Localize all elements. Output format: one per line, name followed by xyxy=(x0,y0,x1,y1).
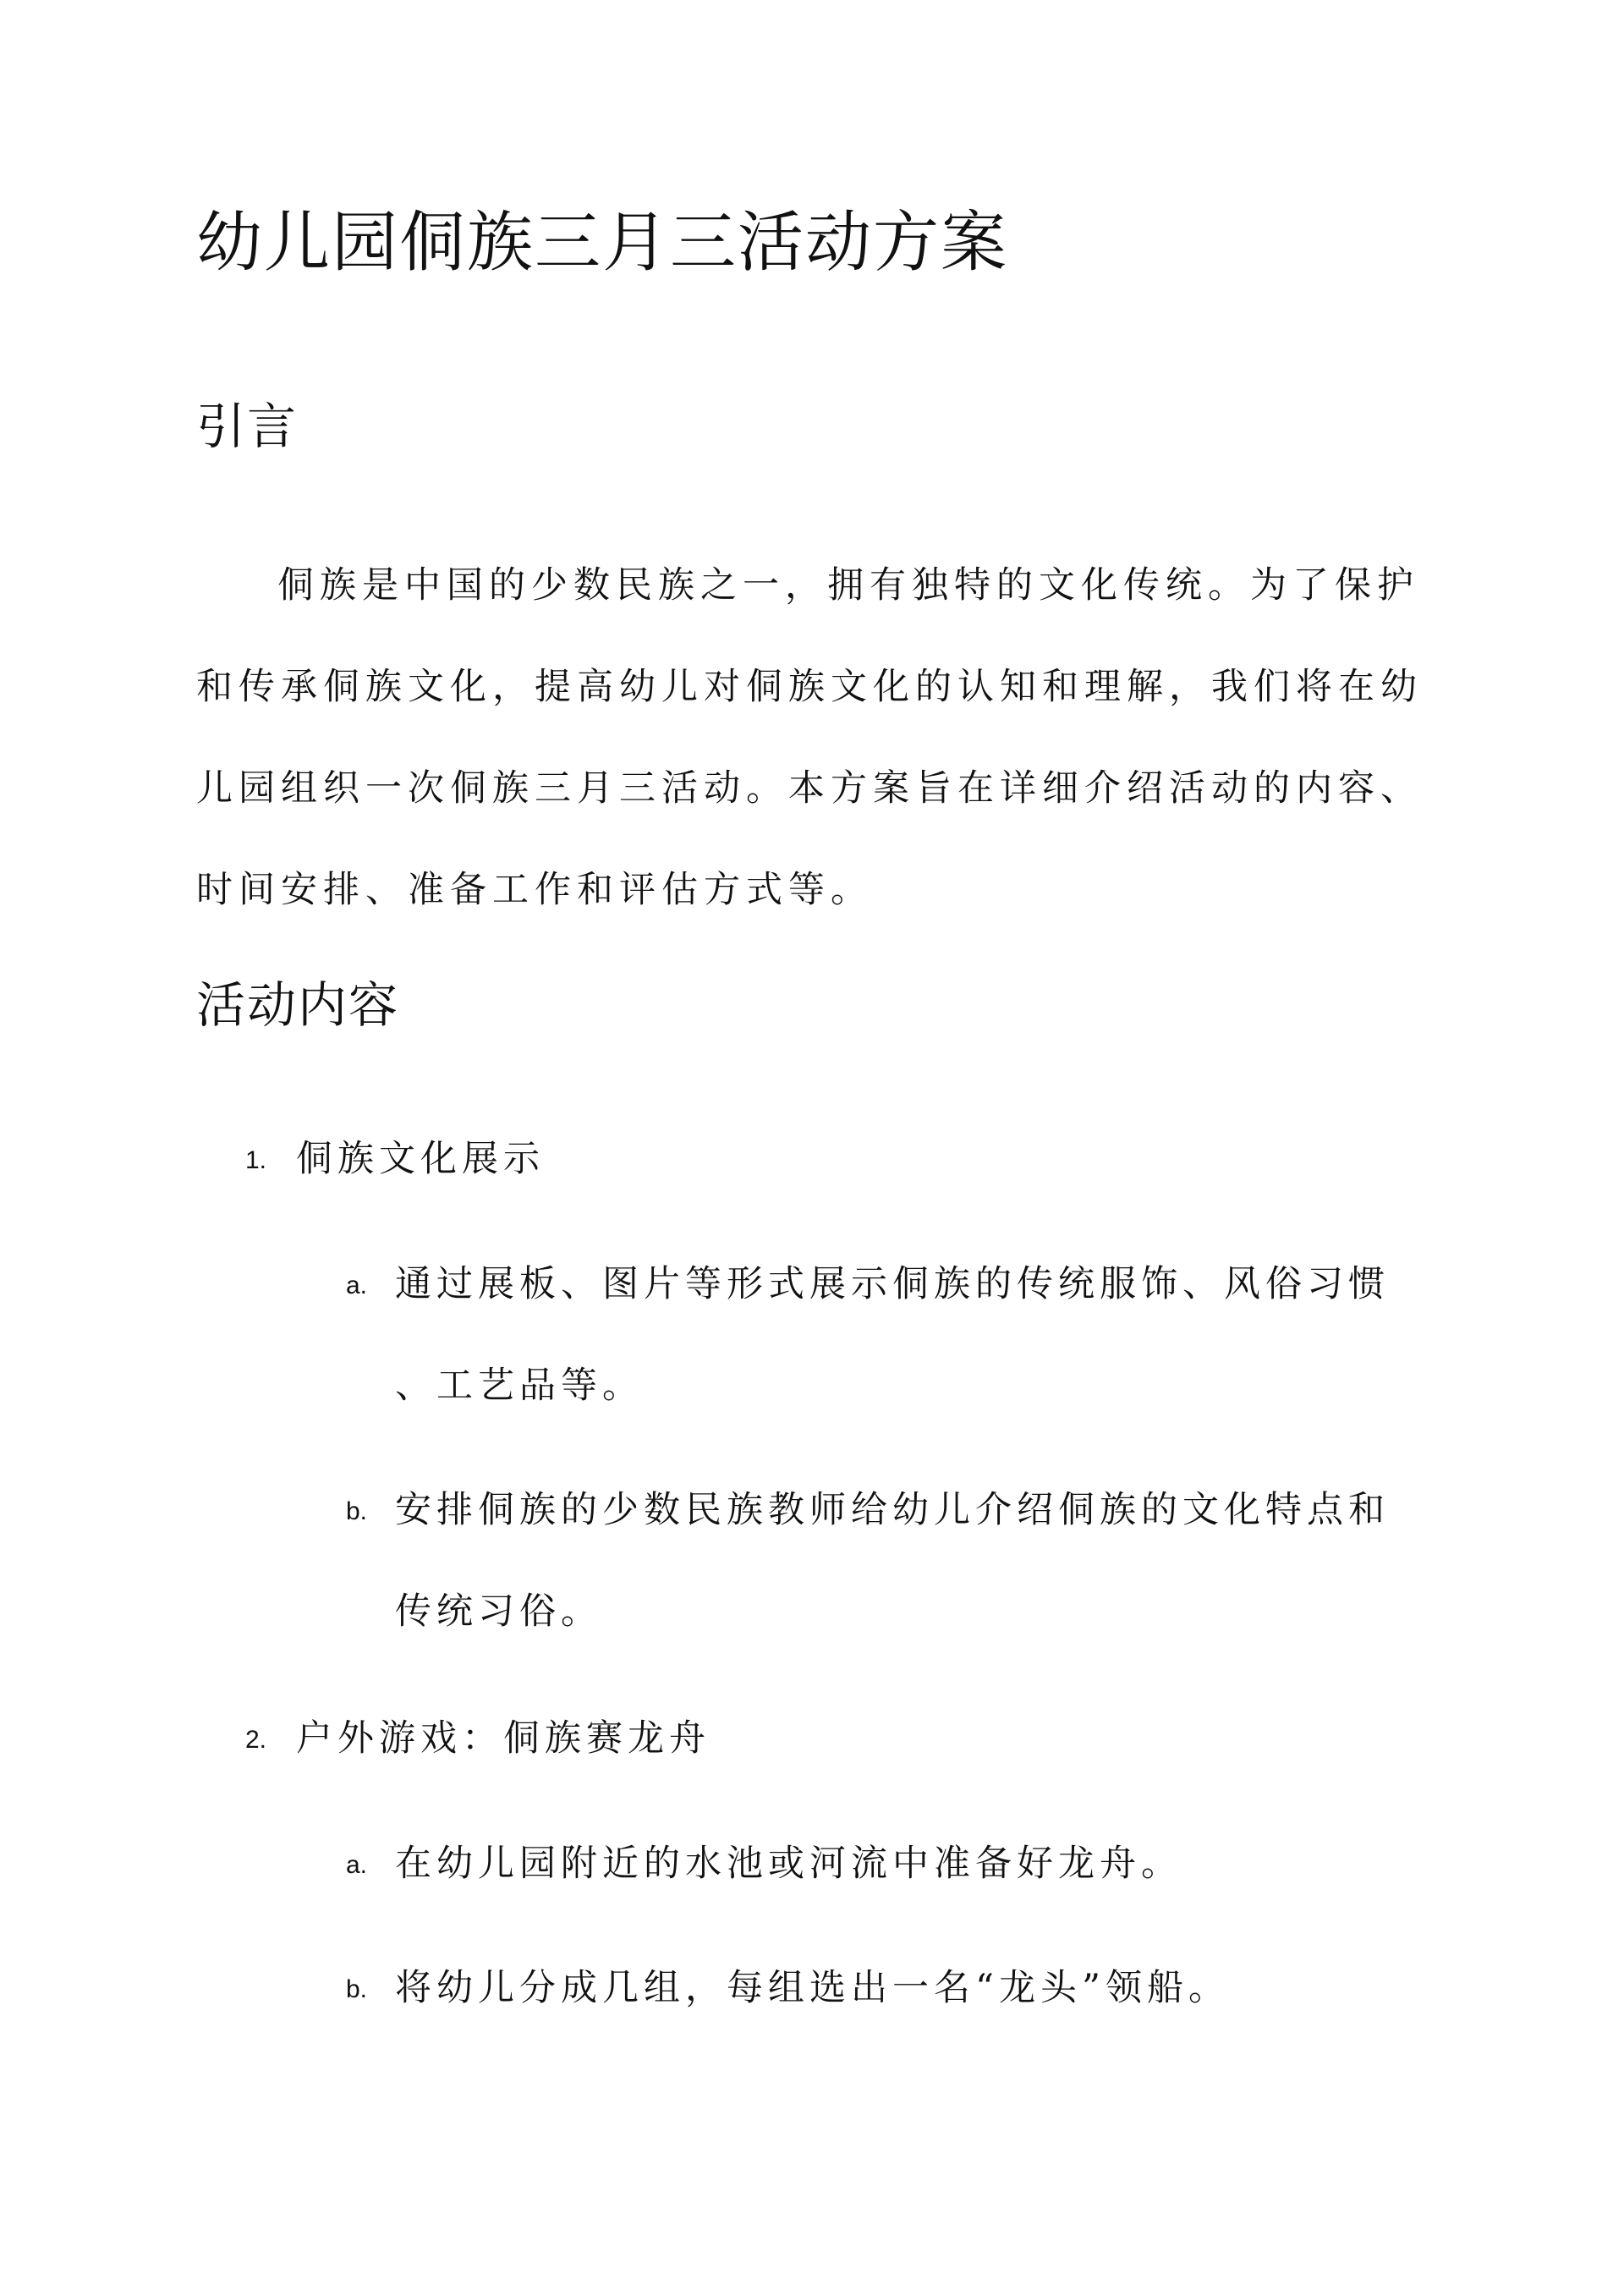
list-item xyxy=(245,1688,710,1789)
list-marker: 2. xyxy=(245,1726,267,1754)
paragraph-line: 时间安排、准备工作和评估方式等。 xyxy=(196,869,873,911)
paragraph-line: 和传承侗族文化，提高幼儿对侗族文化的认知和理解，我们将在幼 xyxy=(196,666,1423,708)
intro-paragraph xyxy=(196,535,1431,941)
list-subitem xyxy=(346,1813,1182,1914)
list-item-text: 户外游戏：侗族赛龙舟 xyxy=(296,1717,710,1760)
list-subitem-text: 、工艺品等。 xyxy=(395,1365,644,1407)
paragraph-line: 儿园组织一次侗族三月三活动。本方案旨在详细介绍活动的内容、 xyxy=(196,767,1423,810)
list-subitem-text: 在幼儿园附近的水池或河流中准备好龙舟。 xyxy=(395,1843,1182,1885)
list-item xyxy=(245,1108,545,1210)
list-subitem-text: 通过展板、图片等形式展示侗族的传统服饰、风俗习惯 xyxy=(395,1263,1390,1305)
list-subitem-text: 将幼儿分成几组，每组选出一名“龙头”领船。 xyxy=(395,1967,1230,2009)
list-marker: b. xyxy=(346,1497,368,1525)
section-heading-activities: 活动内容 xyxy=(196,976,400,1034)
list-subitem xyxy=(346,1233,1390,1436)
document-title: 幼儿园侗族三月三活动方案 xyxy=(196,205,1009,281)
list-marker: 1. xyxy=(245,1146,267,1174)
list-subitem xyxy=(346,1937,1230,2039)
list-marker: a. xyxy=(346,1851,368,1879)
list-marker: a. xyxy=(346,1272,368,1299)
section-heading-intro: 引言 xyxy=(196,398,299,455)
list-marker: b. xyxy=(346,1975,368,2003)
list-subitem-text: 安排侗族的少数民族教师给幼儿介绍侗族的文化特点和 xyxy=(395,1489,1390,1531)
list-item-text: 侗族文化展示 xyxy=(296,1138,545,1180)
list-subitem xyxy=(346,1459,1390,1662)
paragraph-line: 侗族是中国的少数民族之一，拥有独特的文化传统。为了保护 xyxy=(277,564,1419,607)
list-subitem-text: 传统习俗。 xyxy=(395,1590,602,1633)
